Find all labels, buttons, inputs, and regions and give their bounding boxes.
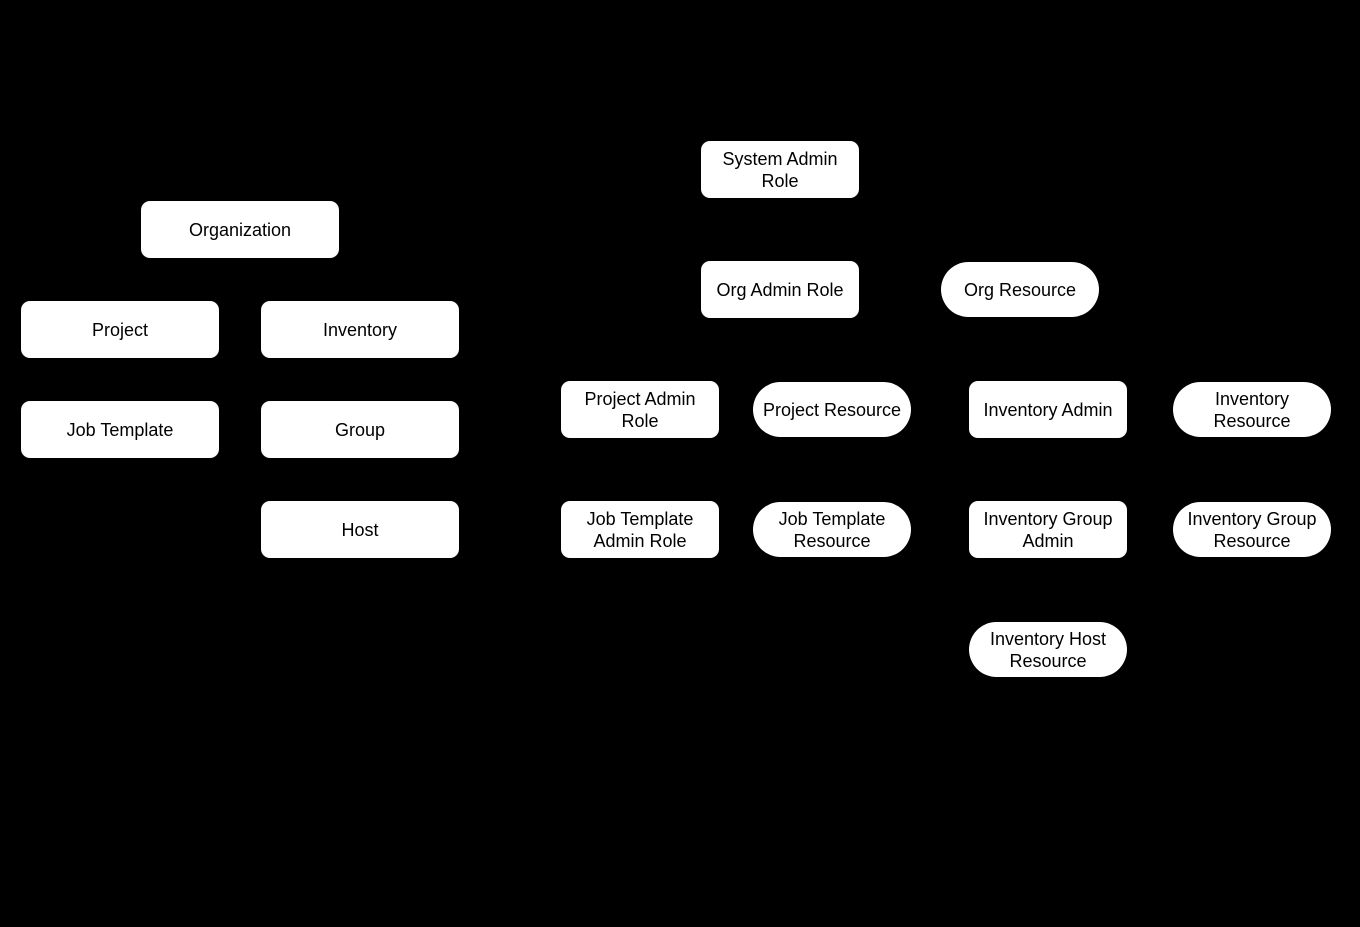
node-label-job-template: Job Template [66, 419, 174, 440]
node-label-org-admin-role: Org Admin Role [716, 279, 844, 300]
node-label-inventory-group-resource: Inventory Group Resource [1187, 508, 1317, 551]
diagram-node-inventory [261, 301, 459, 358]
node-label-inventory: Inventory [322, 319, 398, 340]
node-label-system-admin-role: System Admin Role [722, 148, 838, 191]
node-label-project-resource: Project Resource [762, 399, 902, 420]
diagram-node-system-admin-role [701, 141, 859, 198]
diagram-node-organization [141, 201, 339, 258]
diagram-node-group [261, 401, 459, 458]
diagram-node-project-admin-role [561, 381, 719, 438]
node-label-group: Group [334, 419, 386, 440]
diagram-node-job-template-admin-role [561, 501, 719, 558]
diagram-node-job-template [21, 401, 219, 458]
node-label-inventory-host-resource: Inventory Host Resource [989, 628, 1107, 671]
node-label-inventory-group-admin: Inventory Group Admin [983, 508, 1113, 551]
node-label-project-admin-role: Project Admin Role [584, 388, 696, 431]
diagram-node-inventory-group-admin [969, 501, 1127, 558]
diagram-node-job-template-resource [753, 502, 911, 557]
node-label-inventory-resource: Inventory Resource [1213, 388, 1291, 431]
diagram-node-org-admin-role [701, 261, 859, 318]
diagram-node-project [21, 301, 219, 358]
diagram-node-project-resource [753, 382, 911, 437]
diagram-node-inventory-host-resource [969, 622, 1127, 677]
diagram-node-host [261, 501, 459, 558]
diagram-node-inventory-admin [969, 381, 1127, 438]
node-label-inventory-admin: Inventory Admin [983, 399, 1113, 420]
diagram-node-org-resource [941, 262, 1099, 317]
node-label-job-template-resource: Job Template Resource [778, 508, 886, 551]
node-label-host: Host [341, 519, 379, 540]
node-label-project: Project [91, 319, 149, 340]
diagram-node-inventory-resource [1173, 382, 1331, 437]
node-label-job-template-admin-role: Job Template Admin Role [586, 508, 694, 551]
node-label-org-resource: Org Resource [963, 279, 1077, 300]
node-label-organization: Organization [188, 219, 292, 240]
diagram-node-inventory-group-resource [1173, 502, 1331, 557]
